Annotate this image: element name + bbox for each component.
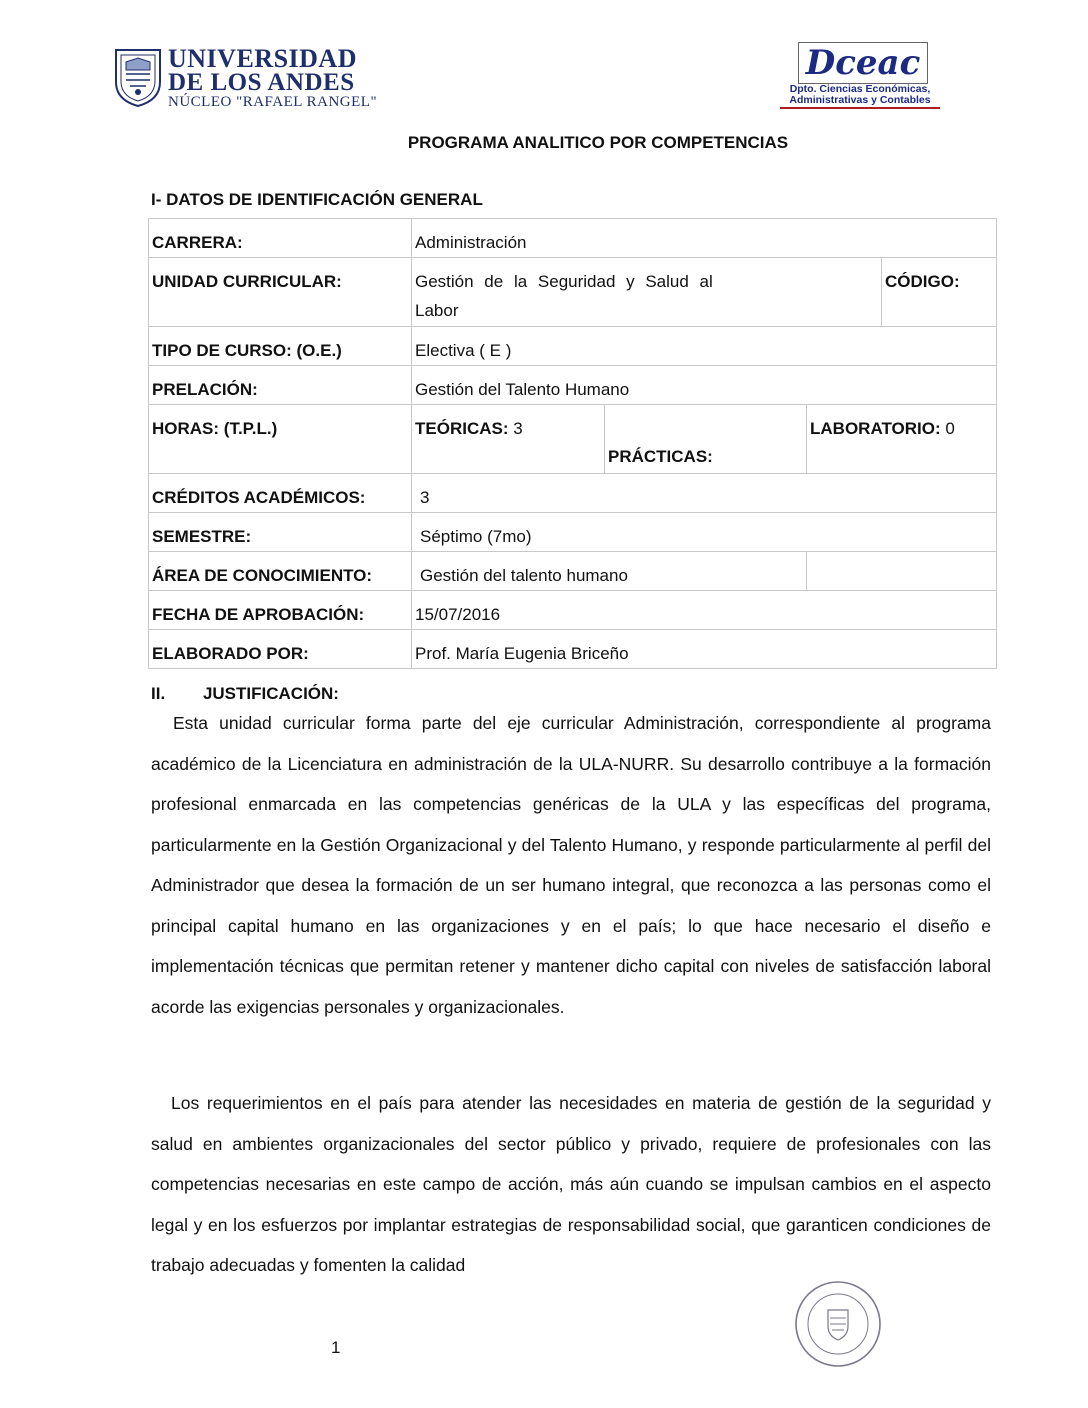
codigo-label: CÓDIGO: <box>882 258 997 327</box>
ula-logo-line1: UNIVERSIDAD <box>168 44 357 73</box>
unidad-curricular-label: UNIDAD CURRICULAR: <box>149 258 412 327</box>
teoricas-value: 3 <box>513 419 523 438</box>
laboratorio-value: 0 <box>945 419 955 438</box>
creditos-label: CRÉDITOS ACADÉMICOS: <box>149 474 412 513</box>
dceac-subtitle-line2: Administrativas y Contables <box>789 94 931 106</box>
table-row <box>149 405 997 474</box>
dceac-logo-subtitle <box>780 84 940 106</box>
table-row <box>149 366 997 405</box>
fecha-label: FECHA DE APROBACIÓN: <box>149 591 412 630</box>
semestre-label: SEMESTRE: <box>149 513 412 552</box>
justification-paragraph-1: Esta unidad curricular forma parte del eje curricular Administración, correspondiente al programa académico de la Licenciatura en administración de la ULA-NURR. Su desarrollo contribuye a la formación profesional enmarcada en las competencias genéricas de la ULA y las específicas del programa, particularmente en la Gestión Organizacional y del Talento Humano, y responde particularmente al perfil del Administrador que desea la formación de un ser humano integral, que reconozca a las personas como el principal capital humano en las organizaciones y en el país; lo que hace necesario el diseño e implementación técnicas que permitan retener y mantener dicho capital con niveles de satisfacción laboral acorde las exigencias personales y organizacionales. <box>151 713 991 1017</box>
semestre-value: Séptimo (7mo) <box>412 513 997 552</box>
laboratorio-cell <box>807 405 997 474</box>
ula-logo-line2: DE LOS ANDES <box>168 69 355 96</box>
dceac-logo-box <box>798 42 928 84</box>
tipo-curso-label: TIPO DE CURSO: (O.E.) <box>149 327 412 366</box>
dceac-subtitle-line1: Dpto. Ciencias Económicas, <box>789 83 931 95</box>
table-row <box>149 474 997 513</box>
table-row <box>149 591 997 630</box>
creditos-value: 3 <box>412 474 997 513</box>
table-row <box>149 258 997 327</box>
prelacion-value: Gestión del Talento Humano <box>412 366 997 405</box>
dceac-logo-word: Dceac <box>805 43 921 83</box>
area-value: Gestión del talento humano <box>412 552 807 591</box>
table-row <box>149 552 997 591</box>
practicas-label: PRÁCTICAS: <box>605 405 807 474</box>
teoricas-label: TEÓRICAS: <box>415 419 509 438</box>
section-heading-identification: I- DATOS DE IDENTIFICACIÓN GENERAL <box>151 190 483 209</box>
tipo-curso-value: Electiva ( E ) <box>412 327 997 366</box>
table-row <box>149 630 997 669</box>
elaborado-label: ELABORADO POR: <box>149 630 412 669</box>
unidad-curricular-value: Gestión de la Seguridad y Salud al Labor <box>412 258 882 327</box>
teoricas-cell <box>412 405 605 474</box>
table-row <box>149 219 997 258</box>
justification-paragraph-2: Los requerimientos en el país para atender las necesidades en materia de gestión de la seguridad y salud en ambientes organizacionales del sector público y privado, requiere de profesionales con las competencias necesarias en este campo de acción, más aún cuando se impulsan cambios en el aspecto legal y en los esfuerzos por implantar estrategias de responsabilidad social, que garanticen condiciones de trabajo adecuadas y fomenten la calidad <box>151 1093 991 1275</box>
laboratorio-label: LABORATORIO: <box>810 419 941 438</box>
dceac-logo-underline <box>780 107 940 109</box>
prelacion-label: PRELACIÓN: <box>149 366 412 405</box>
area-empty-cell <box>807 552 997 591</box>
page-number: 1 <box>331 1338 341 1357</box>
document-title: PROGRAMA ANALITICO POR COMPETENCIAS <box>407 133 789 152</box>
carrera-value: Administración <box>412 219 997 258</box>
department-stamp <box>794 1280 882 1368</box>
section-heading-justification: II. JUSTIFICACIÓN: <box>151 684 339 703</box>
ula-seal-icon <box>112 46 164 108</box>
ula-logo-line3: NÚCLEO "RAFAEL RANGEL" <box>168 94 378 110</box>
horas-label: HORAS: (T.P.L.) <box>149 405 412 474</box>
table-row <box>149 513 997 552</box>
carrera-label: CARRERA: <box>149 219 412 258</box>
elaborado-value: Prof. María Eugenia Briceño <box>412 630 997 669</box>
fecha-value: 15/07/2016 <box>412 591 997 630</box>
dceac-logo <box>780 40 940 110</box>
area-label: ÁREA DE CONOCIMIENTO: <box>149 552 412 591</box>
identification-table <box>148 218 997 669</box>
table-row <box>149 327 997 366</box>
ula-logo <box>112 44 378 112</box>
